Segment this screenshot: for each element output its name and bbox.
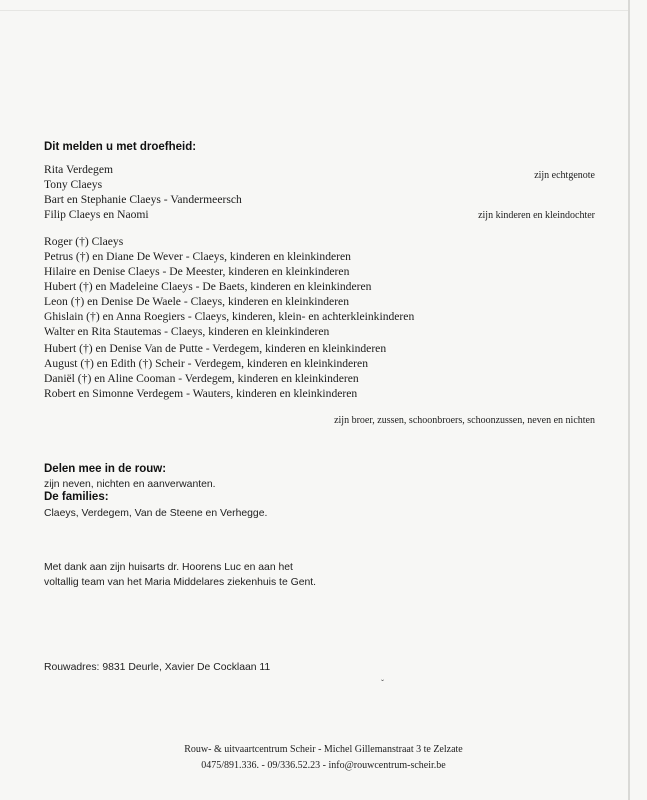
families-text: Claeys, Verdegem, Van de Steene en Verhegge. (44, 508, 268, 519)
fold-line-right (628, 0, 630, 800)
mourning-heading: Delen mee in de rouw: (44, 463, 167, 475)
sibling-line: Hilaire en Denise Claeys - De Meester, kinderen en kleinkinderen (44, 265, 350, 278)
sibling-line: Walter en Rita Stautemas - Claeys, kinderen en kleinkinderen (44, 325, 330, 338)
role-spouse: zijn echtgenote (534, 170, 595, 181)
sibling-line: Ghislain (†) en Anna Roegiers - Claeys, kinderen, klein- en achterkleinkinderen (44, 310, 415, 323)
role-children: zijn kinderen en kleindochter (478, 210, 595, 221)
thanks-line: voltallig team van het Maria Middelares ziekenhuis te Gent. (44, 577, 317, 588)
funeral-home-contact: 0475/891.336. - 09/336.52.23 - info@rouwcentrum-scheir.be (201, 760, 446, 771)
thanks-line: Met dank aan zijn huisarts dr. Hoorens Luc en aan het (44, 562, 293, 573)
sibling-line: Hubert (†) en Madeleine Claeys - De Baets, kinderen en kleinkinderen (44, 280, 372, 293)
sibling-line: Petrus (†) en Diane De Wever - Claeys, kinderen en kleinkinderen (44, 250, 351, 263)
families-heading: De families: (44, 491, 109, 503)
child-line: Bart en Stephanie Claeys - Vandermeersch (44, 193, 242, 206)
role-siblings: zijn broer, zussen, schoonbroers, schoonzussen, neven en nichten (334, 415, 595, 426)
mourning-text: zijn neven, nichten en aanverwanten. (44, 479, 216, 490)
inlaw-line: Daniël (†) en Aline Cooman - Verdegem, kinderen en kleinkinderen (44, 372, 359, 385)
spouse-line: Rita Verdegem (44, 163, 114, 176)
fold-line-top (0, 10, 628, 11)
mourning-address: Rouwadres: 9831 Deurle, Xavier De Cocklaan 11 (44, 662, 271, 673)
funeral-home-line: Rouw- & uitvaartcentrum Scheir - Michel Gillemanstraat 3 te Zelzate (184, 744, 463, 755)
child-line: Filip Claeys en Naomi (44, 208, 149, 221)
sibling-line: Leon (†) en Denise De Waele - Claeys, kinderen en kleinkinderen (44, 295, 350, 308)
inlaw-line: August (†) en Edith (†) Scheir - Verdegem, kinderen en kleinkinderen (44, 357, 368, 370)
intro-heading: Dit melden u met droefheid: (44, 141, 197, 153)
child-line: Tony Claeys (44, 178, 103, 191)
inlaw-line: Hubert (†) en Denise Van de Putte - Verdegem, kinderen en kleinkinderen (44, 342, 387, 355)
sibling-line: Roger (†) Claeys (44, 235, 124, 248)
ink-speck: ˇ (381, 678, 384, 688)
inlaw-line: Robert en Simonne Verdegem - Wauters, kinderen en kleinkinderen (44, 387, 358, 400)
